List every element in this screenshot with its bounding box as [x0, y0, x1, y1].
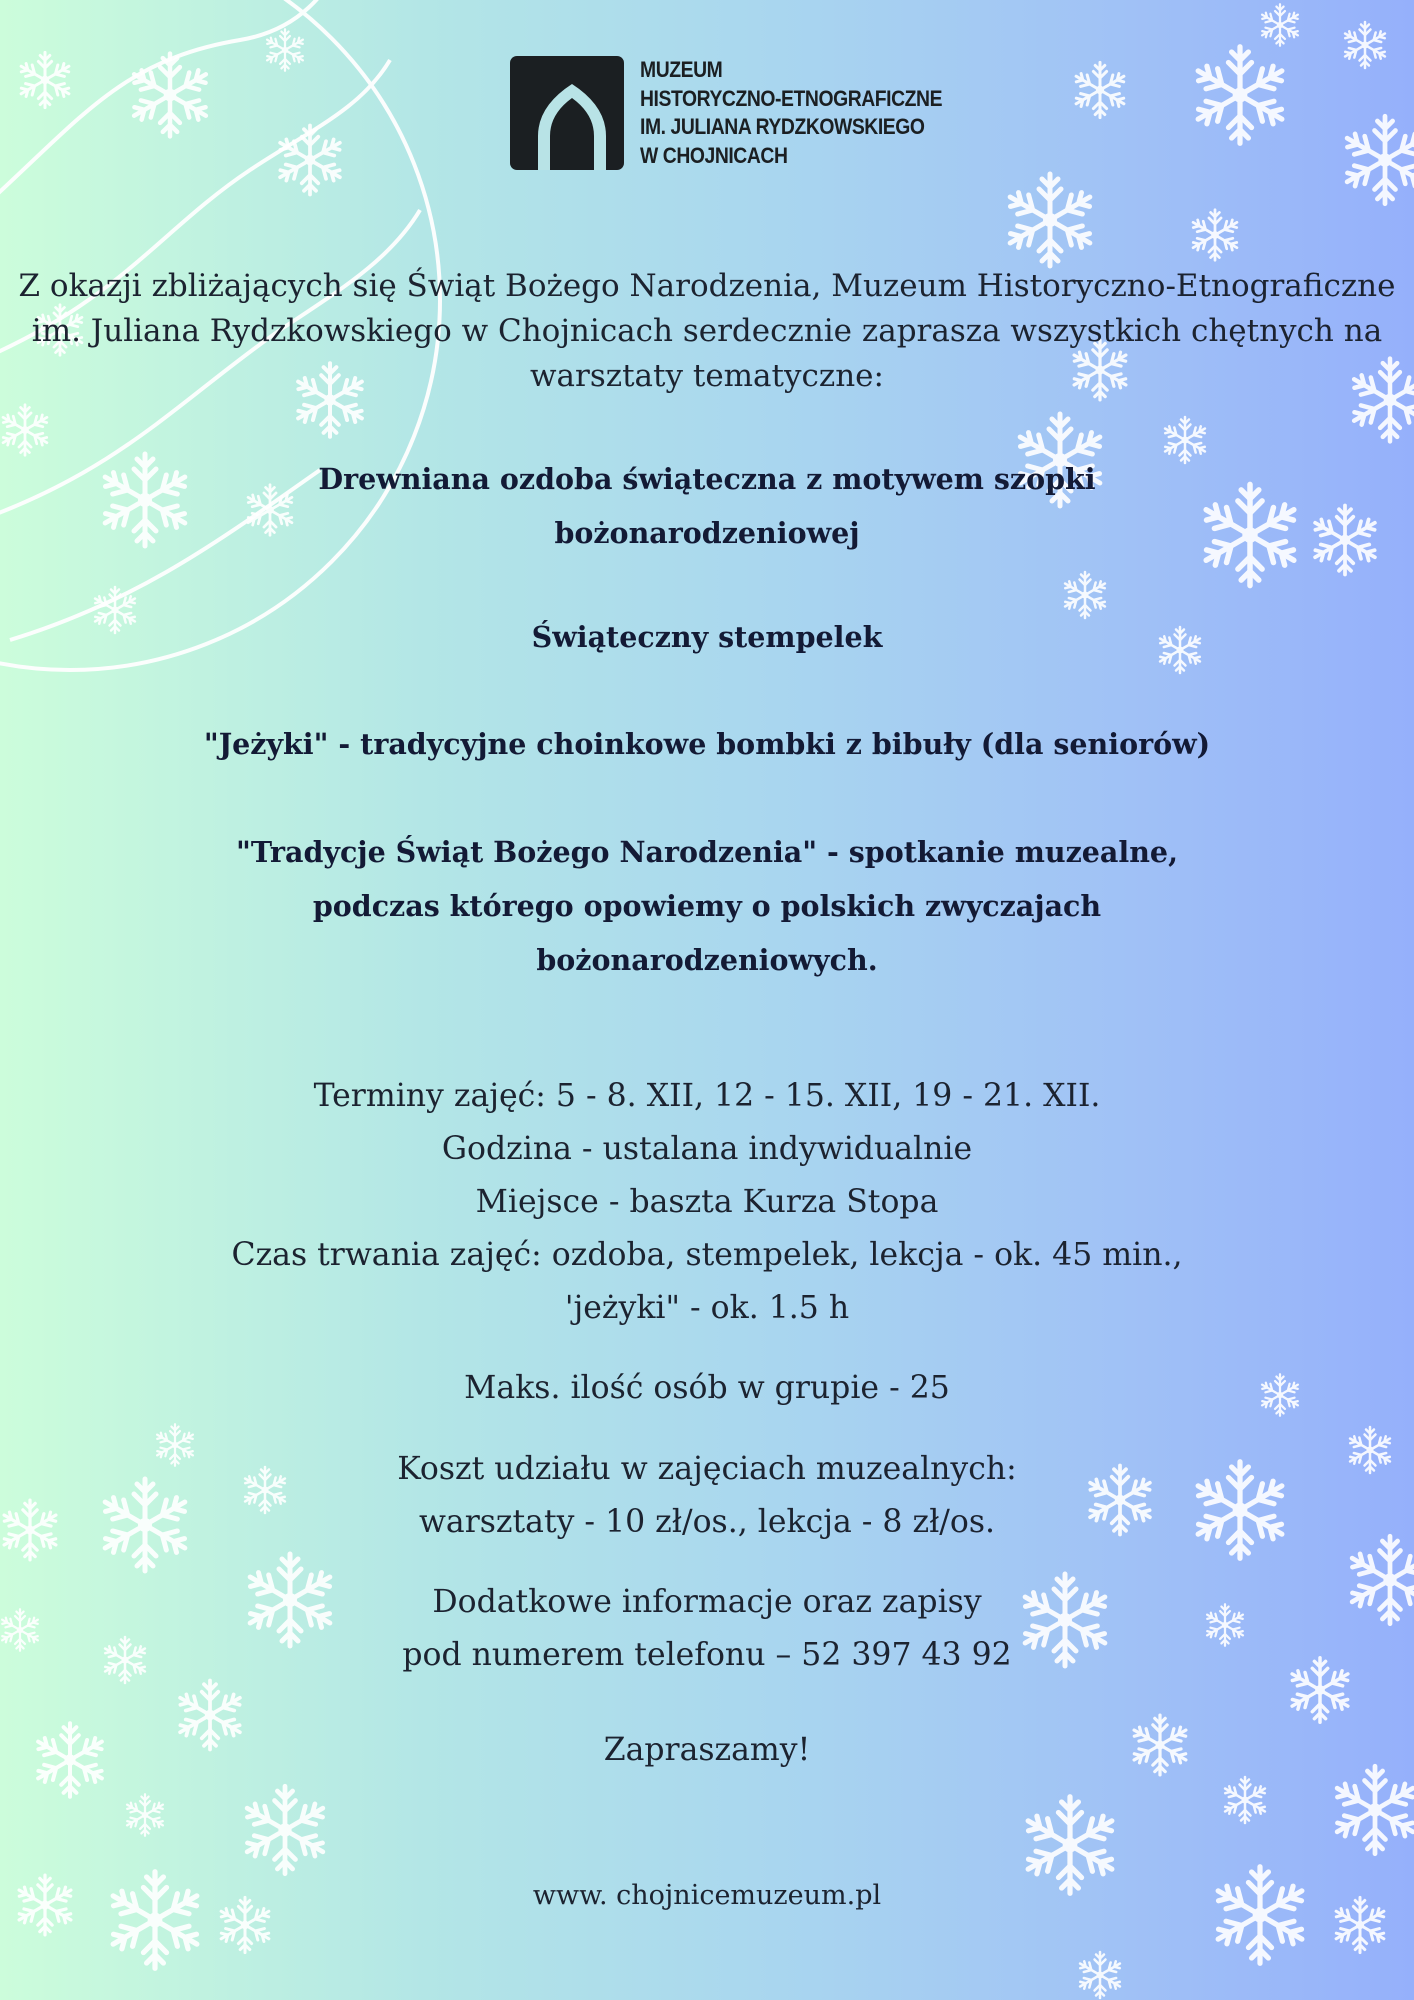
contact-text-1: Dodatkowe informacje oraz zapisy: [432, 1584, 982, 1620]
museum-name: [640, 56, 942, 170]
duration-text-1: Czas trwania zajęć: ozdoba, stempelek, lekcja - ok. 45 min.,: [231, 1237, 1183, 1273]
intro-paragraph: [0, 264, 1414, 399]
workshop-4-line-2: podczas którego opowiemy o polskich zwyczajach: [312, 889, 1102, 923]
museum-name-line-3: IM. JULIANA RYDZKOWSKIEGO: [640, 114, 925, 139]
intro-line-3: warsztaty tematyczne:: [530, 358, 884, 394]
museum-name-line-2: HISTORYCZNO-ETNOGRAFICZNE: [640, 85, 943, 111]
duration-text-2: 'jeżyki" - ok. 1.5 h: [564, 1290, 850, 1326]
hour-text: Godzina - ustalana indywidualnie: [441, 1131, 973, 1167]
intro-line-2: im. Juliana Rydzkowskiego w Chojnicach serdecznie zaprasza wszystkich chętnych na: [31, 313, 1383, 349]
workshop-2: Świąteczny stempelek: [531, 620, 883, 654]
website-link[interactable]: www. chojnicemuzeum.pl: [532, 1880, 882, 1911]
dates-text: Terminy zajęć: 5 - 8. XII, 12 - 15. XII, 19 - 21. XII.: [313, 1078, 1101, 1114]
museum-logo-icon: [510, 56, 624, 170]
workshop-3: "Jeżyki" - tradycyjne choinkowe bombki z bibuły (dla seniorów): [203, 727, 1211, 761]
intro-line-1: Z okazji zbliżających się Świąt Bożego Narodzenia, Muzeum Historyczno-Etnograficzne: [18, 268, 1396, 304]
max-group-text: Maks. ilość osób w grupie - 25: [464, 1370, 950, 1406]
museum-name-line-4: W CHOJNICACH: [640, 142, 788, 168]
museum-name-line-1: MUZEUM: [640, 57, 723, 82]
cost-values: warsztaty - 10 zł/os., lekcja - 8 zł/os.: [418, 1504, 996, 1540]
closing-text: Zapraszamy!: [603, 1732, 811, 1768]
workshop-1-line-1: Drewniana ozdoba świąteczna z motywem szopki: [318, 462, 1096, 496]
contact-phone: pod numerem telefonu – 52 397 43 92: [402, 1637, 1012, 1673]
place-text: Miejsce - baszta Kurza Stopa: [475, 1184, 939, 1220]
cost-title: Koszt udziału w zajęciach muzealnych:: [397, 1451, 1017, 1487]
museum-logo: [510, 56, 960, 172]
workshop-1-line-2: bożonarodzeniowej: [554, 516, 860, 550]
workshop-4-line-1: "Tradycje Świąt Bożego Narodzenia" - spotkanie muzealne,: [236, 835, 1178, 869]
workshop-4-line-3: bożonarodzeniowych.: [536, 943, 878, 977]
